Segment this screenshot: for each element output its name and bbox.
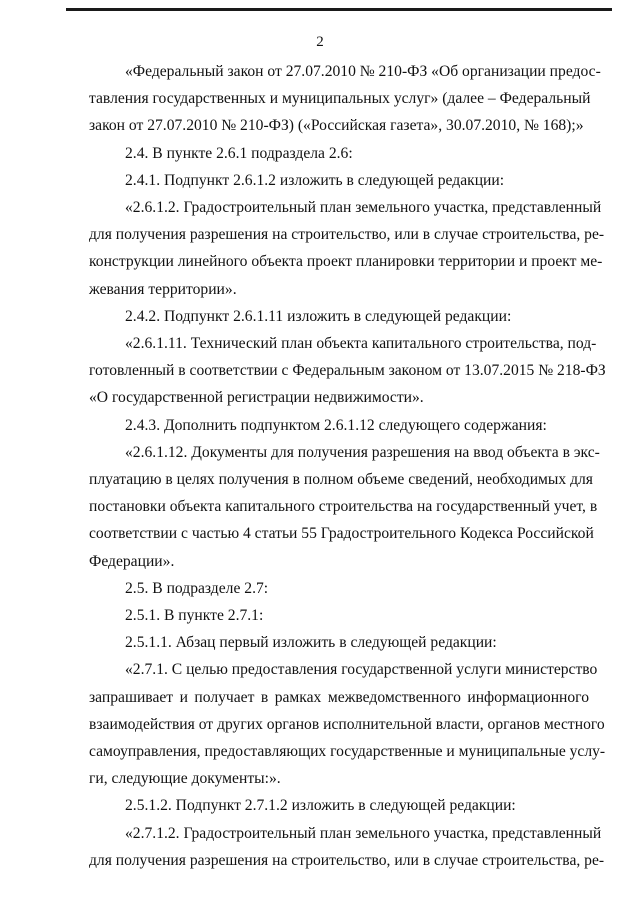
- paragraph-2-5-1-2: [89, 792, 589, 819]
- text-line: 2.4.3. Дополнить подпунктом 2.6.1.12 следующего содержания:: [125, 416, 547, 434]
- text-line: запрашивает и получает в рамках межведомственного информационного: [89, 688, 589, 706]
- page-number: 2: [316, 34, 324, 50]
- text-line: взаимодействия от других органов исполнительной власти, органов местного: [89, 715, 605, 733]
- text-line: 2.4.1. Подпункт 2.6.1.2 изложить в следующей редакции:: [125, 171, 505, 189]
- text-line: плуатацию в целях получения в полном объеме сведений, необходимых для: [89, 471, 593, 489]
- text-line: 2.5.1.2. Подпункт 2.7.1.2 изложить в следующей редакции:: [125, 797, 516, 815]
- paragraph-2-5: [89, 575, 589, 602]
- text-line: Федерации».: [89, 552, 175, 570]
- paragraph-2-7-1-text: [89, 656, 606, 792]
- text-line: закон от 27.07.2010 № 210-ФЗ) («Российская газета», 30.07.2010, № 168);»: [89, 117, 584, 135]
- paragraph-2-4-2: [89, 303, 589, 330]
- top-border-line: [66, 8, 612, 11]
- text-line: 2.5.1. В пункте 2.7.1:: [125, 607, 264, 625]
- paragraph-2-5-1-1: [89, 629, 589, 656]
- paragraph-2-7-1-2-text: [89, 820, 605, 874]
- text-line: соответствии с частью 4 статьи 55 Градостроительного Кодекса Российской: [89, 525, 594, 543]
- text-line: ги, следующие документы:».: [89, 770, 281, 788]
- paragraph-2-4: [89, 140, 589, 167]
- text-line: «2.6.1.12. Документы для получения разрешения на ввод объекта в экс-: [125, 443, 600, 461]
- paragraph-2-4-1: [89, 167, 589, 194]
- paragraph-2-4-3: [89, 412, 589, 439]
- text-line: «Федеральный закон от 27.07.2010 № 210-ФЗ «Об организации предос-: [125, 63, 601, 80]
- text-line: 2.5.1.1. Абзац первый изложить в следующей редакции:: [125, 634, 497, 652]
- text-line: тавления государственных и муниципальных услуг» (далее – Федеральный: [89, 90, 591, 108]
- text-line: самоуправления, предоставляющих государственные и муниципальные услу-: [89, 743, 606, 761]
- text-line: «2.7.1.2. Градостроительный план земельного участка, представленный: [125, 824, 602, 842]
- paragraph-2-6-1-2-text: [89, 194, 605, 303]
- text-line: 2.4.2. Подпункт 2.6.1.11 изложить в следующей редакции:: [125, 307, 512, 325]
- document-body: [89, 58, 606, 874]
- paragraph-2-6-1-12-text: [89, 439, 600, 575]
- paragraph-2-5-1: [89, 602, 589, 629]
- text-line: «О государственной регистрации недвижимости».: [89, 389, 424, 407]
- paragraph-law-reference: [89, 58, 601, 140]
- text-line: жевания территории».: [89, 280, 237, 298]
- text-line: 2.4. В пункте 2.6.1 подраздела 2.6:: [125, 144, 353, 162]
- text-line: для получения разрешения на строительство, или в случае строительства, ре-: [89, 851, 605, 869]
- paragraph-2-6-1-11-text: [89, 330, 606, 412]
- text-line: конструкции линейного объекта проект планировки территории и проект ме-: [89, 253, 603, 271]
- text-line: для получения разрешения на строительство, или в случае строительства, ре-: [89, 226, 605, 244]
- text-line: 2.5. В подразделе 2.7:: [125, 579, 269, 597]
- text-line: постановки объекта капитального строительства на государственный учет, в: [89, 498, 598, 516]
- text-line: готовленный в соответствии с Федеральным законом от 13.07.2015 № 218-ФЗ: [89, 362, 606, 380]
- text-line: «2.6.1.11. Технический план объекта капитального строительства, под-: [125, 335, 597, 353]
- text-line: «2.6.1.2. Градостроительный план земельного участка, представленный: [125, 199, 602, 217]
- text-line: «2.7.1. С целью предоставления государственной услуги министерство: [125, 661, 598, 679]
